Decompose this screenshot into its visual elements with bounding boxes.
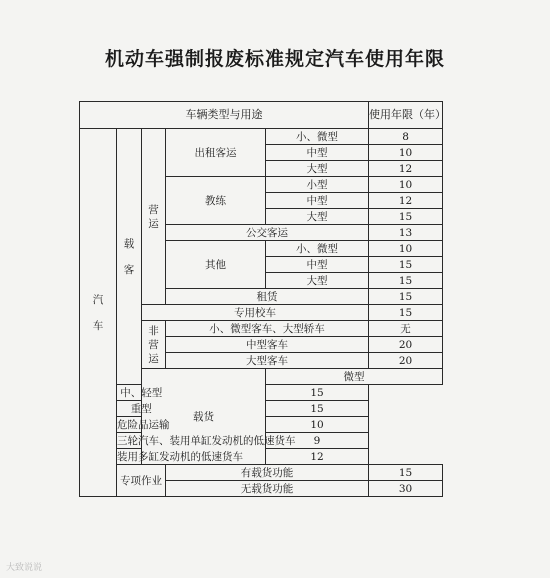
special-label: 无载货功能 — [166, 481, 369, 497]
vehicle-lifespan-table — [79, 101, 447, 497]
years-cell: 12 — [369, 193, 443, 209]
special-category: 专项作业 — [117, 465, 166, 497]
years-cell: 12 — [266, 449, 369, 465]
size-cell: 小型 — [266, 177, 369, 193]
years-cell: 15 — [266, 385, 369, 401]
years-cell: 12 — [369, 161, 443, 177]
header-type-use: 车辆类型与用途 — [80, 102, 369, 129]
header-row — [80, 102, 443, 129]
years-cell: 20 — [369, 353, 443, 369]
years-cell: 20 — [369, 337, 443, 353]
private-label: 中型客车 — [166, 337, 369, 353]
years-cell: 15 — [369, 305, 443, 321]
years-cell: 8 — [369, 129, 443, 145]
private-label: 大型客车 — [166, 353, 369, 369]
years-cell: 15 — [369, 289, 443, 305]
cargo-label: 重型 — [117, 401, 166, 417]
years-cell: 15 — [369, 273, 443, 289]
years-cell: 10 — [369, 177, 443, 193]
size-cell: 中型 — [266, 257, 369, 273]
years-cell: 15 — [369, 257, 443, 273]
other-label: 其他 — [166, 241, 266, 289]
years-cell: 30 — [369, 481, 443, 497]
cargo-label: 装用多缸发动机的低速货车 — [117, 450, 243, 463]
non-commercial-category: 非营运 — [142, 321, 166, 369]
bus-label: 公交客运 — [166, 225, 369, 241]
size-cell: 大型 — [266, 209, 369, 225]
years-cell: 15 — [266, 401, 369, 417]
cargo-label: 中、轻型 — [117, 385, 166, 401]
years-cell: 10 — [369, 145, 443, 161]
years-cell: 15 — [369, 465, 443, 481]
passenger-category: 载客 — [117, 129, 142, 385]
size-cell: 小、微型 — [266, 241, 369, 257]
cargo-category: 载货 — [142, 369, 266, 465]
special-label: 有载货功能 — [166, 465, 369, 481]
years-cell: 15 — [369, 209, 443, 225]
vehicle-category: 汽车 — [80, 129, 117, 497]
size-cell: 中型 — [266, 193, 369, 209]
size-cell: 大型 — [266, 161, 369, 177]
years-cell: 10 — [369, 241, 443, 257]
years-cell: 9 — [266, 433, 369, 449]
watermark: 大致说说 — [6, 563, 43, 573]
size-cell: 小、微型 — [266, 129, 369, 145]
table-row — [80, 465, 443, 481]
years-cell: 无 — [369, 321, 443, 337]
size-cell: 中型 — [266, 145, 369, 161]
school-bus-label: 专用校车 — [142, 305, 369, 321]
private-label: 小、微型客车、大型轿车 — [166, 321, 369, 337]
table-row — [80, 433, 443, 449]
commercial-category: 营运 — [142, 129, 166, 305]
taxi-label: 出租客运 — [166, 129, 266, 177]
training-label: 教练 — [166, 177, 266, 225]
rental-label: 租赁 — [166, 289, 369, 305]
cargo-label: 危险品运输 — [117, 418, 170, 431]
cargo-label: 三轮汽车、装用单缸发动机的低速货车 — [117, 434, 296, 447]
table-row — [80, 129, 443, 145]
years-cell: 10 — [266, 417, 369, 433]
document-title: 机动车强制报废标准规定汽车使用年限 — [104, 48, 445, 70]
years-cell: 13 — [369, 225, 443, 241]
cargo-label: 微型 — [266, 369, 443, 385]
size-cell: 大型 — [266, 273, 369, 289]
header-years: 使用年限（年） — [369, 102, 443, 129]
